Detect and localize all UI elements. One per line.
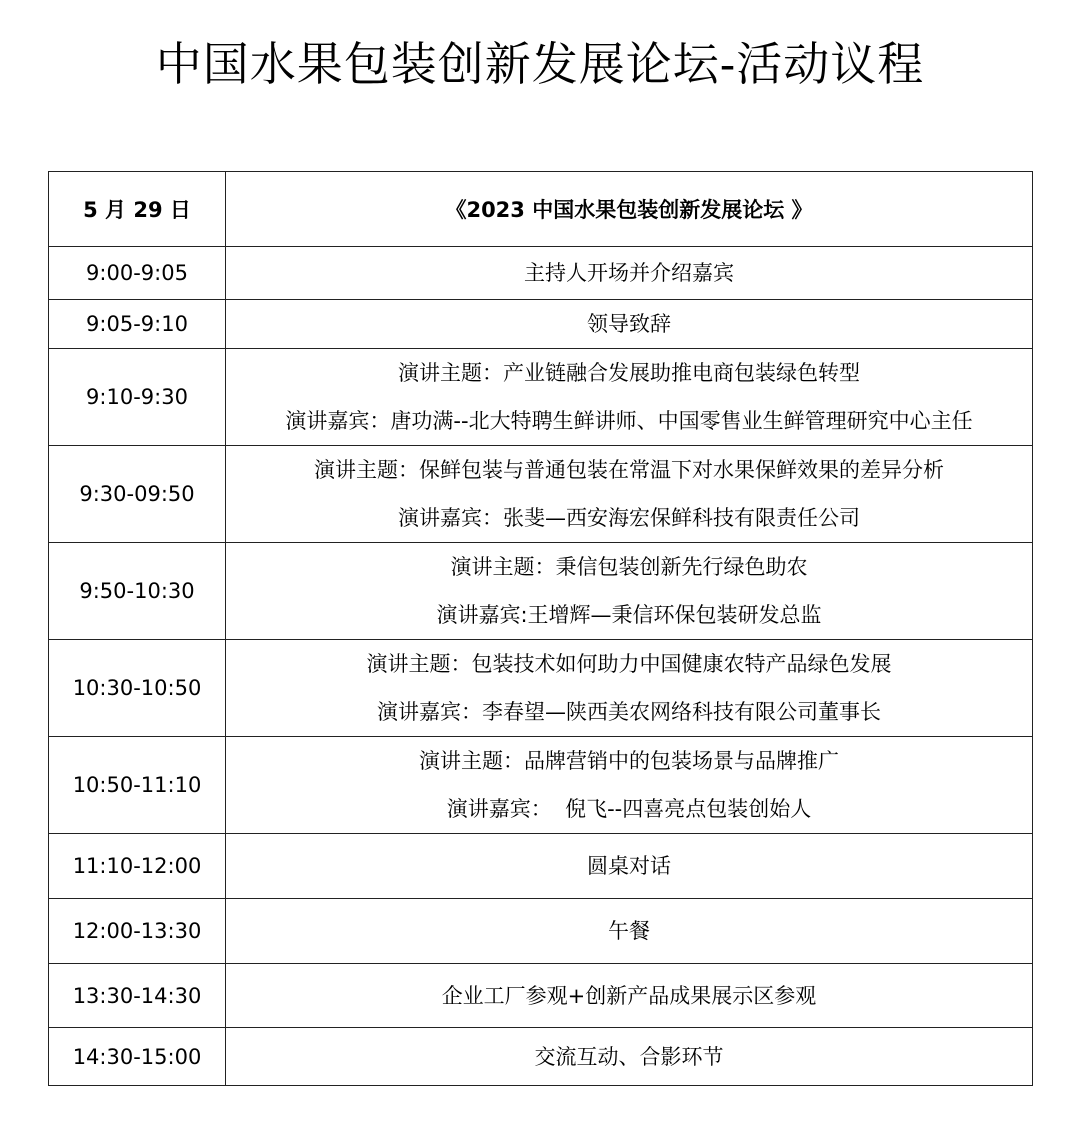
table-row bbox=[49, 899, 1033, 964]
speaker-line: 演讲嘉宾： 倪飞--四喜亮点包装创始人 bbox=[446, 797, 812, 821]
content-cell bbox=[226, 300, 1033, 349]
time-cell: 10:50-11:10 bbox=[49, 737, 226, 834]
time-cell: 10:30-10:50 bbox=[49, 640, 226, 737]
content-line: 交流互动、合影环节 bbox=[534, 1044, 724, 1069]
content-cell bbox=[226, 964, 1033, 1028]
agenda-table bbox=[48, 171, 1033, 1086]
time-cell: 9:00-9:05 bbox=[49, 247, 226, 300]
content-line: 主持人开场并介绍嘉宾 bbox=[524, 261, 734, 285]
date-cell: 5 月 29 日 bbox=[49, 172, 226, 247]
table-row bbox=[49, 543, 1033, 640]
topic-line: 演讲主题：包装技术如何助力中国健康农特产品绿色发展 bbox=[366, 652, 892, 676]
content-line: 圆桌对话 bbox=[587, 854, 671, 878]
content-cell bbox=[226, 446, 1033, 543]
table-row bbox=[49, 1028, 1033, 1086]
speaker-line: 演讲嘉宾：李春望—陕西美农网络科技有限公司董事长 bbox=[377, 700, 881, 724]
time-cell: 9:50-10:30 bbox=[49, 543, 226, 640]
speaker-line: 演讲嘉宾：唐功满--北大特聘生鲜讲师、中国零售业生鲜管理研究中心主任 bbox=[285, 409, 973, 433]
page-title: 中国水果包装创新发展论坛-活动议程 bbox=[155, 37, 925, 91]
time-cell: 9:10-9:30 bbox=[49, 349, 226, 446]
table-row bbox=[49, 737, 1033, 834]
speaker-line: 演讲嘉宾：张斐—西安海宏保鲜科技有限责任公司 bbox=[398, 506, 860, 530]
topic-line: 演讲主题：保鲜包装与普通包装在常温下对水果保鲜效果的差异分析 bbox=[314, 458, 944, 482]
content-cell bbox=[226, 640, 1033, 737]
content-cell bbox=[226, 834, 1033, 899]
time-cell: 11:10-12:00 bbox=[49, 834, 226, 899]
time-cell: 13:30-14:30 bbox=[49, 964, 226, 1028]
topic-line: 演讲主题：秉信包装创新先行绿色助农 bbox=[450, 555, 808, 579]
table-row bbox=[49, 247, 1033, 300]
content-cell bbox=[226, 349, 1033, 446]
table-row bbox=[49, 834, 1033, 899]
content-cell bbox=[226, 737, 1033, 834]
content-cell bbox=[226, 247, 1033, 300]
time-cell: 12:00-13:30 bbox=[49, 899, 226, 964]
speaker-line: 演讲嘉宾:王增辉—秉信环保包装研发总监 bbox=[436, 603, 822, 627]
table-row bbox=[49, 446, 1033, 543]
content-line: 领导致辞 bbox=[587, 312, 671, 336]
time-cell: 9:05-9:10 bbox=[49, 300, 226, 349]
table-header-row bbox=[49, 172, 1033, 247]
topic-line: 演讲主题：品牌营销中的包装场景与品牌推广 bbox=[419, 749, 839, 773]
content-cell bbox=[226, 899, 1033, 964]
content-cell bbox=[226, 543, 1033, 640]
table-row bbox=[49, 964, 1033, 1028]
time-cell: 9:30-09:50 bbox=[49, 446, 226, 543]
content-cell bbox=[226, 1028, 1033, 1086]
table-row bbox=[49, 349, 1033, 446]
table-row bbox=[49, 300, 1033, 349]
content-line: 企业工厂参观+创新产品成果展示区参观 bbox=[441, 983, 817, 1008]
topic-line: 演讲主题：产业链融合发展助推电商包装绿色转型 bbox=[398, 361, 860, 385]
content-line: 午餐 bbox=[608, 919, 650, 943]
event-title-cell: 《2023 中国水果包装创新发展论坛 》 bbox=[226, 172, 1033, 247]
table-row bbox=[49, 640, 1033, 737]
time-cell: 14:30-15:00 bbox=[49, 1028, 226, 1086]
